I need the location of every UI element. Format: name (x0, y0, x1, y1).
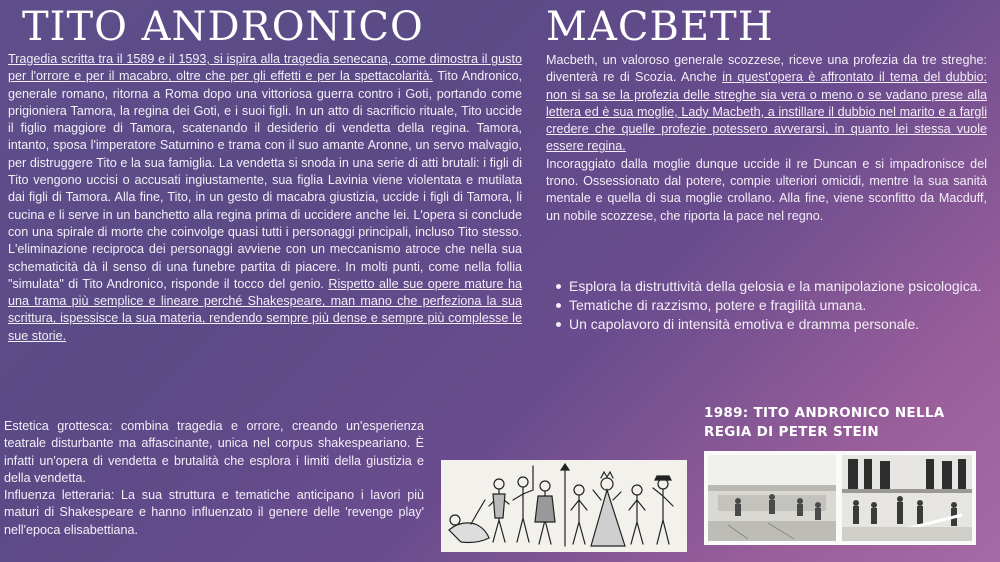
stage-photo-2 (842, 455, 972, 541)
macbeth-underlined: in quest'opera è affrontato il tema del dubbio: non si sa se la profezia delle streghe sia vera o meno o se vadano prese alla lettera ed è sua moglie, Lady Macbeth, a instillare il dubbio nel marito e a fargli credere che quelle profezie potessero avverarsi, in quanto lei stessa vuole essere regina. (546, 70, 987, 154)
bullet-item: Un capolavoro di intensità emotiva e dramma personale. (552, 315, 992, 334)
photo-caption: 1989: TITO ANDRONICO NELLA REGIA DI PETER STEIN (704, 405, 945, 440)
aesthetic-note: Estetica grottesca: combina tragedia e orrore, creando un'esperienza teatrale disturbante ma affascinante, unica nel corpus shakespeariano. È infatti un'opera di vendetta e brutalità che esplora i limiti della giustizia e della vendetta. (4, 419, 424, 485)
macbeth-paragraph-2: Incoraggiato dalla moglie dunque uccide il re Duncan e si impadronisce del trono. Ossessionato dal potere, compie ulteriori omicidi, mentre la sua sanità mentale e quella di sua moglie crollano. Alla fine, viene sconfitto da Macduff, un nobile scozzese, che riporta la pace nel regno. (546, 156, 987, 223)
title-tito-andronico: TITO ANDRONICO (22, 4, 424, 50)
stage-photo-1 (708, 455, 836, 541)
bullet-item: Esplora la distruttività della gelosia e la manipolazione psicologica. (552, 277, 992, 296)
influence-note: Influenza letteraria: La sua struttura e tematiche anticipano i lavori più maturi di Shakespeare e hanno influenzato il genere delle 'revenge play' nell'epoca elisabettiana. (4, 488, 424, 537)
intro-underlined: Tragedia scritta tra il 1589 e il 1593, si ispira alla tragedia senecana, come dimostra il gusto per l'orrore e per il macabro, oltre che per gli effetti e per la spettacolarità. (8, 52, 522, 84)
figures-sketch-image (441, 460, 687, 552)
tito-andronico-summary (8, 51, 522, 345)
macbeth-bullet-list (552, 277, 992, 335)
macbeth-intro: Macbeth, un valoroso generale scozzese, riceve una profezia da tre streghe: diventerà re di Scozia. Anche (546, 53, 987, 85)
plot-text: Tito Andronico, generale romano, ritorna a Roma dopo una vittoriosa guerra contro i Goti, portando come prigioniera Tamora, la regina dei Goti, e i suoi figli. In un atto di sacrificio rituale, Tito uccide il figlio maggiore di Tamora, scatenando il desiderio di vendetta della regina. Tamora, intanto, sposa l'imperatore Saturnino e trama con il suo amante Aronne, un servo malvagio, per distruggere Tito e la sua famiglia. La vendetta si snoda in una serie di atti brutali: i figli di Tito vengono uccisi o accusati ingiustamente, sua figlia Lavinia viene violentata e mutilata dai figli di Tamora. Alla fine, Tito, in un gesto di macabra giustizia, uccide i figli di Tamora, li cucina e li serve in un banchetto alla regina prima di uccidere anche lei. L'opera si conclude con una spirale di morte che coinvolge quasi tutti i personaggi principali, incluso Tito stesso. L'eliminazione reciproca dei personaggi avviene con un meccanismo atroce che nella sua schematicità dà il senso di una funebre partita di piacere. In molti punti, come nella follia "simulata" di Tito Andronico, risponde il tocco del genio. (8, 69, 523, 291)
bullet-item: Tematiche di razzismo, potere e fragilità umana. (552, 296, 992, 315)
tito-notes (4, 418, 424, 539)
macbeth-paragraph-1 (546, 52, 987, 156)
title-macbeth: MACBETH (546, 4, 774, 50)
closing-underlined: Rispetto alle sue opere mature ha una trama più semplice e lineare perché Shakespeare, man mano che perfeziona la sua scrittura, ispessisce la sua materia, rendendo sempre più dense e sempre più complesse le sue storie. (8, 276, 522, 343)
macbeth-summary (546, 52, 987, 225)
